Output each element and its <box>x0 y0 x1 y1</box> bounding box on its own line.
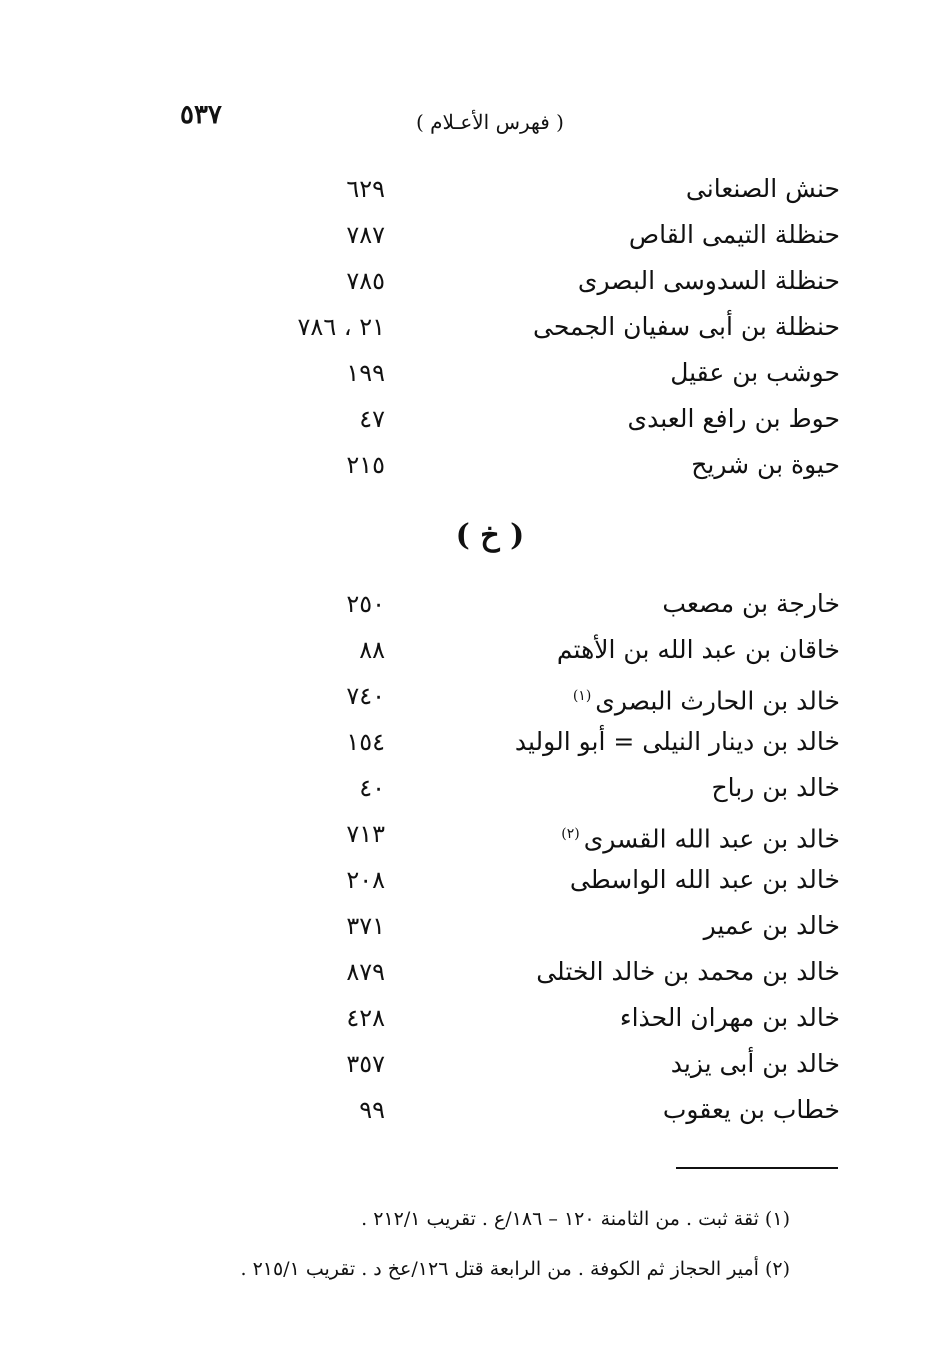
entry-name <box>662 581 840 627</box>
index-section-kha <box>200 581 840 1133</box>
entry-name: حوشب بن عقيل <box>670 358 840 387</box>
entry-name-text: خطاب بن يعقوب <box>662 1095 840 1124</box>
entry-pages: ٧٨٥ <box>346 267 385 295</box>
entry-name <box>573 673 840 724</box>
entry-pages: ٢٠٨ <box>346 866 385 894</box>
entry-name <box>671 1041 840 1087</box>
entry-pages: ٢١ ، ٧٨٦ <box>297 313 385 341</box>
entry-pages: ٨٧٩ <box>346 958 385 986</box>
entry-pages: ٧٨٧ <box>346 221 385 249</box>
entry-name-text: خالد بن محمد بن خالد الختلى <box>536 957 840 986</box>
entry-name <box>570 857 840 903</box>
entry-name <box>620 995 840 1041</box>
entry-name <box>704 903 840 949</box>
entry-name-text: خالد بن الحارث البصرى <box>595 686 840 716</box>
entry-name <box>536 949 840 995</box>
entry-pages: ٤٧ <box>359 405 385 433</box>
entry-name-text: خالد بن مهران الحذاء <box>619 1003 840 1032</box>
running-title: ( فهرس الأعـلام ) <box>416 110 564 134</box>
entry-pages: ٧٤٠ <box>346 682 385 710</box>
entry-pages: ٣٥٧ <box>346 1050 385 1078</box>
entry-name-text: خالد بن دينار النيلى = أبو الوليد <box>514 727 840 756</box>
index-entry <box>200 857 840 903</box>
footnote-separator <box>676 1167 838 1169</box>
index-entry <box>200 581 840 627</box>
entry-name-text: خالد بن عمير <box>703 911 840 940</box>
entry-name: حيوة بن شريح <box>691 450 840 479</box>
entry-name-text: خالد بن أبى يزيد <box>670 1049 840 1078</box>
index-entry <box>200 396 840 442</box>
index-entry <box>200 811 840 857</box>
entry-name: حنظلة التيمى القاص <box>628 220 840 249</box>
index-entry <box>200 442 840 488</box>
index-entry <box>200 995 840 1041</box>
entry-name <box>561 811 840 862</box>
entry-name-text: خالد بن رباح <box>711 773 840 802</box>
index-entry <box>200 949 840 995</box>
entry-name <box>663 1087 840 1133</box>
entry-name: حنش الصنعانى <box>685 174 840 203</box>
entry-name-text: خالد بن عبد الله القسرى <box>583 824 840 854</box>
entry-pages: ٧١٣ <box>346 820 385 848</box>
entry-pages: ٣٧١ <box>346 912 385 940</box>
entry-name <box>712 765 840 811</box>
entry-name-text: خاقان بن عبد الله بن الأهتم <box>556 635 840 664</box>
index-entry <box>200 1041 840 1087</box>
index-entry <box>200 719 840 765</box>
index-entry <box>200 166 840 212</box>
index-entry <box>200 258 840 304</box>
index-entry <box>200 1087 840 1133</box>
letter-heading: ( خ ) <box>455 518 525 553</box>
entry-name <box>557 627 840 673</box>
index-entry <box>200 304 840 350</box>
index-entry <box>200 627 840 673</box>
index-entry <box>200 350 840 396</box>
page-number: ٥٣٧ <box>180 100 222 130</box>
footnote-1: (١) ثقة ثبت . من الثامنة ١٢٠ – ١٨٦/ع . تقريب ٢١٢/١ . <box>361 1208 790 1230</box>
entry-name-text: خارجة بن مصعب <box>662 589 840 618</box>
entry-pages: ٢٥٠ <box>346 590 385 618</box>
entry-pages: ٦٢٩ <box>346 175 385 203</box>
index-entry <box>200 212 840 258</box>
index-entry <box>200 903 840 949</box>
entry-name: حوط بن رافع العبدى <box>627 404 840 433</box>
entry-pages: ٩٩ <box>359 1096 385 1124</box>
footnote-2: (٢) أمير الحجاز ثم الكوفة . من الرابعة قتل ١٢٦/عخ د . تقريب ٢١٥/١ . <box>240 1258 790 1280</box>
entry-name: حنظلة بن أبى سفيان الجمحى <box>533 312 840 341</box>
entry-pages: ٤٢٨ <box>346 1004 385 1032</box>
entry-pages: ٤٠ <box>359 774 385 802</box>
entry-pages: ١٥٤ <box>346 728 385 756</box>
entry-name: حنظلة السدوسى البصرى <box>577 266 840 295</box>
entry-name-text: خالد بن عبد الله الواسطى <box>569 865 840 894</box>
entry-pages: ٢١٥ <box>346 451 385 479</box>
index-entry <box>200 765 840 811</box>
footnote-marker: (١) <box>572 688 592 704</box>
entry-pages: ١٩٩ <box>346 359 385 387</box>
entry-name <box>515 719 840 765</box>
footnote-marker: (٢) <box>561 826 580 842</box>
index-section-ha <box>200 166 840 488</box>
entry-pages: ٨٨ <box>359 636 385 664</box>
index-entry <box>200 673 840 719</box>
